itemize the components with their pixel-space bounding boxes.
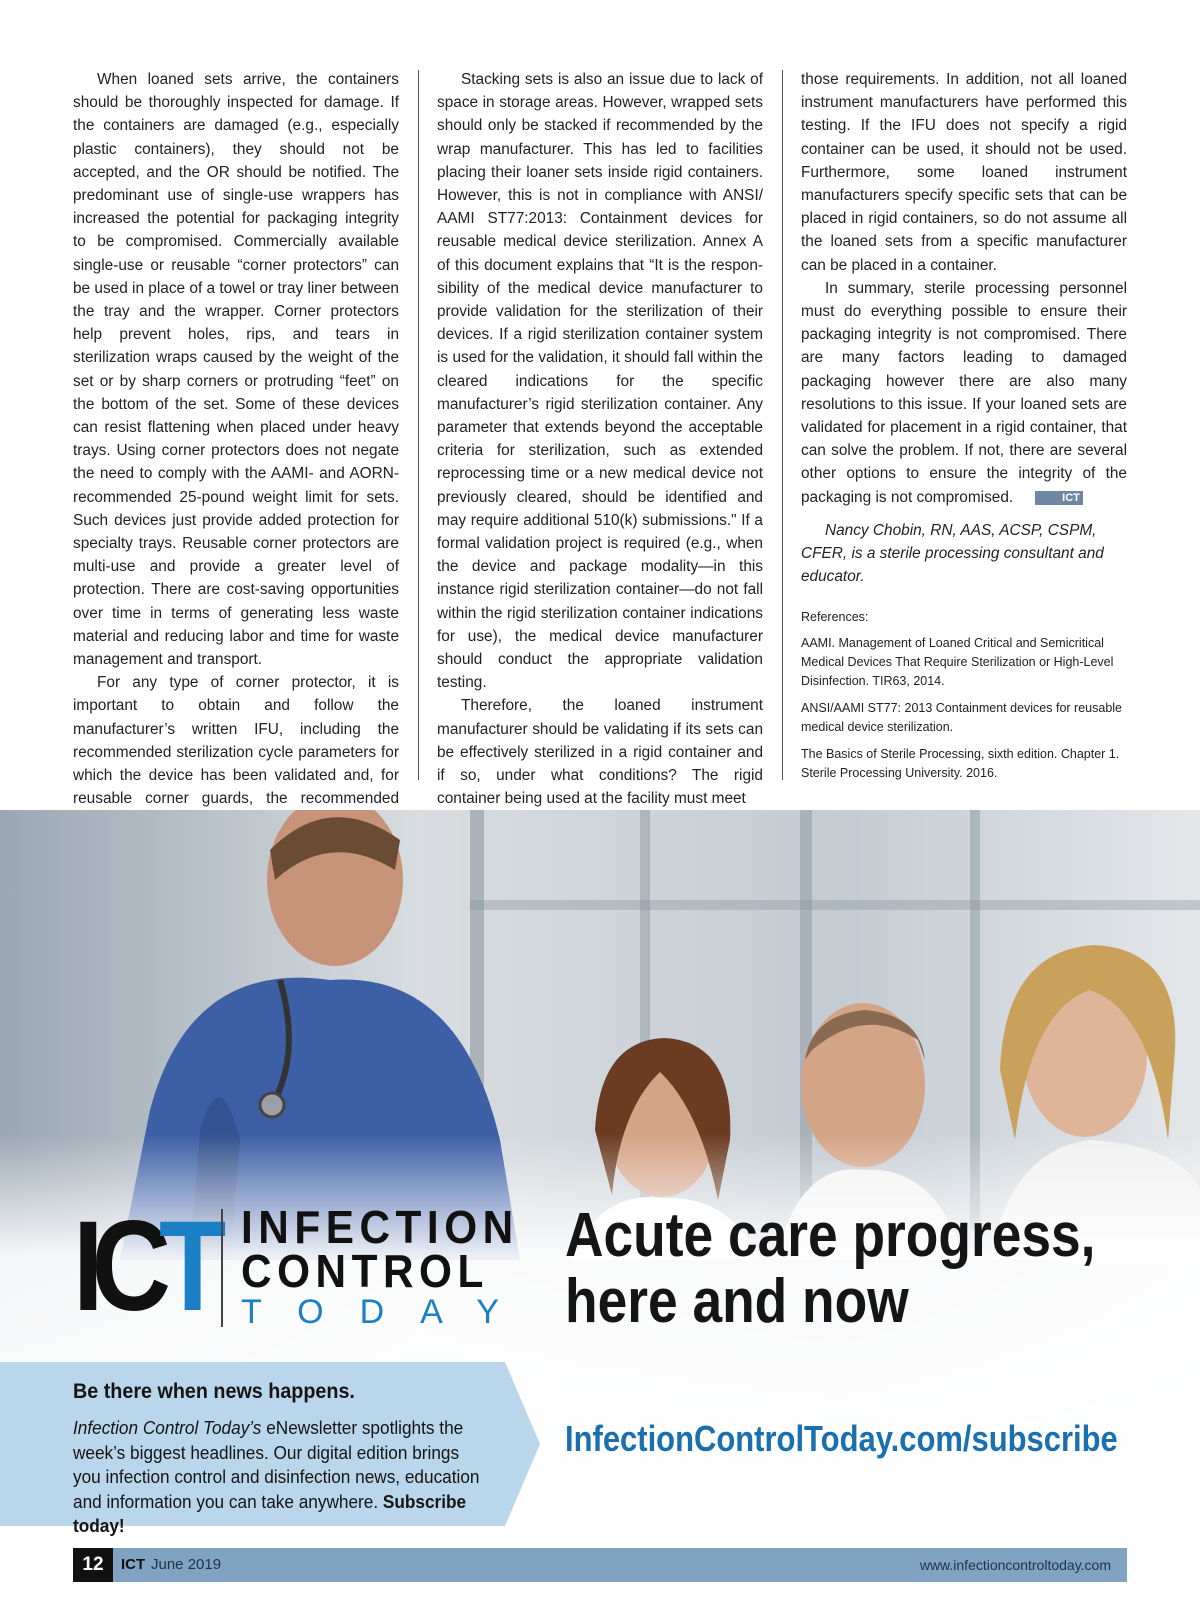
logo-word-today: TODAY xyxy=(241,1293,535,1331)
end-of-article-mark: ICT xyxy=(1035,491,1083,505)
article-columns xyxy=(73,68,1127,808)
callout-publication-name: Infection Control Today’s xyxy=(73,1417,262,1438)
page-number: 12 xyxy=(73,1548,113,1582)
references-heading: References: xyxy=(801,610,869,625)
paragraph: those requirements. In addition, not all loaned instrument manufacturers have performed this testing. If the IFU does not specify a rigid container can be used, it should not be used. Furthermore, some loaned instrument manufacturers specify specific sets that can be placed in rigid containers, so do not assume all the loaned sets from a specific manufacturer can be placed in a container. xyxy=(801,71,1127,274)
logo-word-control: CONTROL xyxy=(241,1245,489,1297)
footer-issue-date: June 2019 xyxy=(151,1556,222,1573)
callout-body xyxy=(73,1416,487,1539)
reference-item: ANSI/AAMI ST77: 2013 Containment devices for reusable medical device sterilization. xyxy=(801,701,1122,735)
column-divider xyxy=(418,70,419,780)
subscribe-link[interactable]: InfectionControlToday.com/subscribe xyxy=(565,1418,1118,1459)
paragraph xyxy=(801,277,1127,509)
callout-text: eNewsletter spotlights the week’s biggest headlines. Our digital edition brings you infection control and disinfection news, education and information you can take anywhere. xyxy=(73,1417,480,1512)
footer-website-link[interactable]: www.infectioncontroltoday.com xyxy=(919,1557,1111,1573)
paragraph: When loaned sets arrive, the containers should be thoroughly inspected for damage. If the containers are damaged (e.g., especially plastic containers), they should not be accepted, and the OR should be notified. The predominant use of single-use wrappers has increased the potential for packaging integrity to be compromised. Commercially available single-use or reusable “corner protectors” can be used in place of a towel or tray liner between the tray and the wrapper. Corner protectors help prevent holes, rips, and tears in sterilization wraps caused by the weight of the set or by sharp corners or protruding “feet” on the bottom of the set. Some of these devices can resist flattening when placed under heavy trays. Using corner protectors does not negate the need to comply with the AAMI- and AORN-recommended 25-pound weight limit for sets. Such devices just provide added protection for specialty trays. Reusable corner protectors are multi-use and provide a greater level of protection. There are cost-saving opportunities over time in terms of generating less waste material and reducing labor and time for waste management and transport. xyxy=(73,71,399,669)
article-column-3 xyxy=(801,68,1127,783)
callout-heading: Be there when news happens. xyxy=(73,1380,355,1403)
logo-wordmark xyxy=(241,1201,543,1331)
paragraph-text: In summary, sterile processing personnel must do everything possible to ensure their packaging integrity is not compromised. There are many factors leading to damaged packaging however there are also many resolutions to this issue. If your loaned sets are validated for placement in a rigid container, that can solve the problem. If not, there are several other options to ensure the integrity of the packaging is not compromised. xyxy=(801,279,1127,506)
paragraph: Therefore, the loaned instrument manufacturer should be validating if its sets can be effectively sterilized in a rigid container and if so, under what conditions? The rigid container being used at the facility must meet xyxy=(437,697,763,808)
logo-word-infection: INFECTION xyxy=(241,1201,519,1253)
paragraph: For any type of corner protector, it is important to obtain and follow the manufacturer’s written IFU, including the recommended sterilization cycle parameters for which the device has been validated and, for reusable corner guards, the recommended xyxy=(73,674,399,808)
column-divider xyxy=(782,70,783,780)
page-footer xyxy=(73,1548,1127,1582)
article-column-1 xyxy=(73,68,399,834)
author-bio: Nancy Chobin, RN, AAS, ACSP, CSPM, CFER, is a sterile processing consultant and educator. xyxy=(801,521,1104,586)
logo-letter-i: I xyxy=(73,1195,92,1338)
article-column-2 xyxy=(437,68,763,811)
logo-divider xyxy=(221,1209,223,1327)
logo-letter-c: C xyxy=(91,1195,159,1338)
reference-item: The Basics of Sterile Processing, sixth edition. Chapter 1. Sterile Processing University. 2016. xyxy=(801,747,1120,781)
subscribe-callout xyxy=(0,1362,540,1536)
reference-item: AAMI. Management of Loaned Critical and Semicritical Medical Devices That Require Sterilization or High-Level Disinfection. TIR63, 2014. xyxy=(801,636,1114,689)
logo-letter-t: T xyxy=(159,1195,215,1338)
callout-call-to-action: Subscribe today! xyxy=(73,1490,467,1536)
subscription-advertisement xyxy=(0,810,1200,1536)
paragraph: Stacking sets is also an issue due to lack of space in storage areas. However, wrapped sets should only be stacked if recommended by the wrap manufacturer. This has led to facilities placing their loaner sets inside rigid containers. However, this is not in compliance with ANSI/ AAMI ST77:2013: Containment devices for reusable medical device sterilization. Annex A of this document explains that “It is the respon-sibility of the medical device manufacturer to provide validation for the sterilization of their devices. If a rigid sterilization container system is used for the validation, it should fall within the cleared indications for the specific manufacturer’s rigid sterilization container. Any parameter that extends beyond the acceptable criteria for sterilization, such as extended reprocessing time or a new medical device not previously cleared, should be identified and may require additional 510(k) submissions." If a formal validation project is required (e.g., when the device and package modality—in this instance rigid sterilization container—do not fall within the rigid sterilization container indications for use), the medical device manufacturer should conduct the appropriate validation testing. xyxy=(437,71,763,692)
ad-headline xyxy=(565,1201,1096,1336)
ict-logo xyxy=(73,1195,535,1345)
footer-magazine-name: ICT xyxy=(121,1556,146,1573)
ict-logo-mark xyxy=(73,1195,215,1338)
ad-headline-line-1: Acute care progress, xyxy=(565,1201,1096,1270)
ad-headline-line-2: here and now xyxy=(565,1267,909,1336)
